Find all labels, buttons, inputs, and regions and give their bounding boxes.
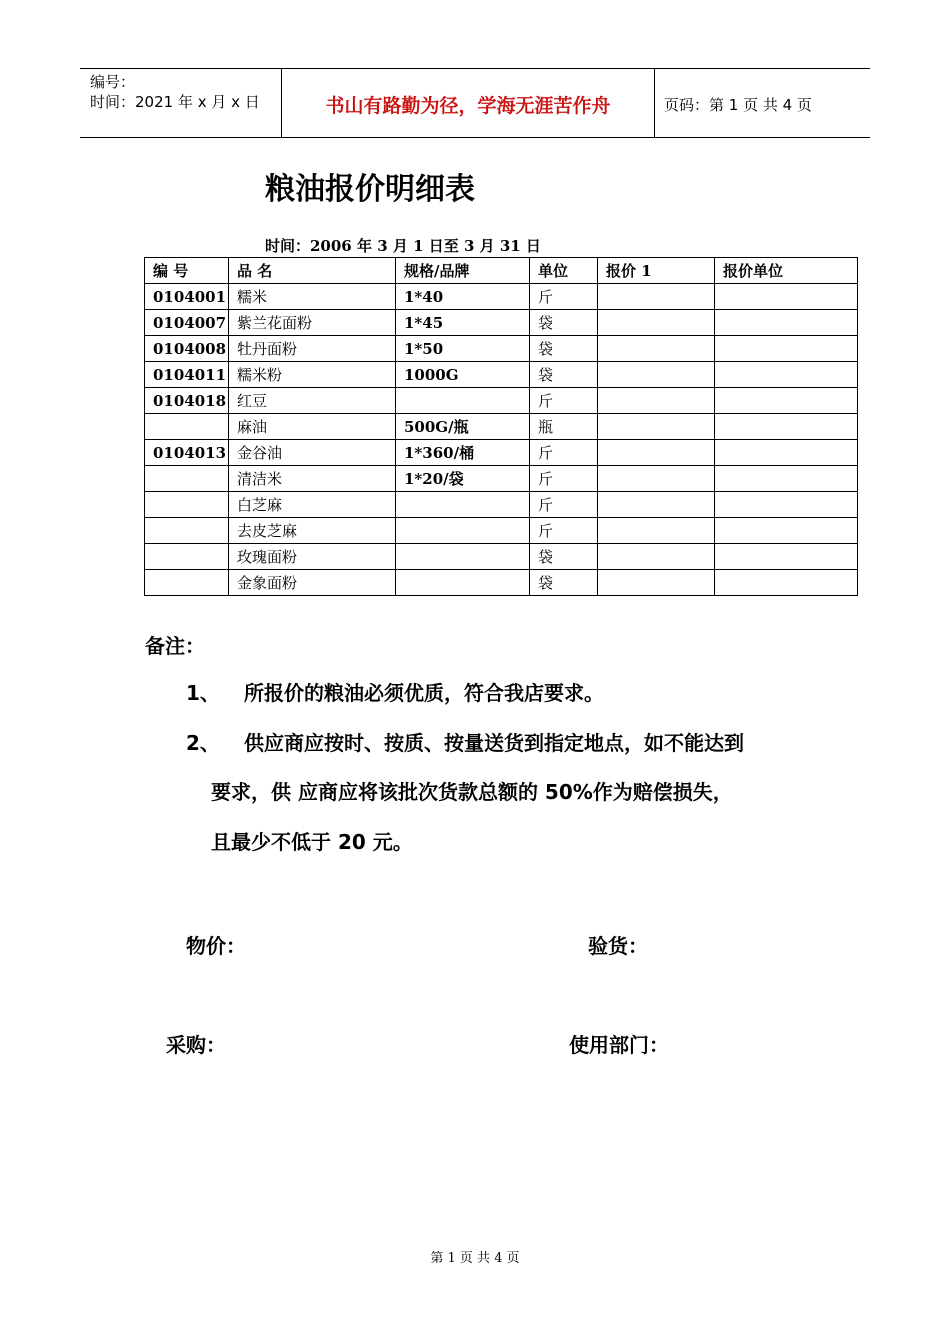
signature-department: 使用部门： [569, 1033, 669, 1057]
note-2-line-3: 且最少不低于 20 元。 [211, 830, 413, 854]
cell-quote-unit [715, 570, 858, 596]
cell-spec [396, 492, 530, 518]
cell-code [145, 414, 229, 440]
cell-code [145, 466, 229, 492]
cell-price [598, 362, 715, 388]
table-row [145, 336, 858, 362]
cell-name: 金谷油 [229, 440, 396, 466]
cell-price [598, 336, 715, 362]
note-2-number: 2、 [186, 731, 220, 755]
cell-price [598, 440, 715, 466]
cell-name: 清洁米 [229, 466, 396, 492]
cell-spec: 1*45 [396, 310, 530, 336]
cell-name: 去皮芝麻 [229, 518, 396, 544]
cell-name: 糯米 [229, 284, 396, 310]
cell-price [598, 466, 715, 492]
cell-code [145, 570, 229, 596]
cell-code: 0104013 [145, 440, 229, 466]
note-2-line-2: 要求，供 应商应将该批次货款总额的 50%作为赔偿损失， [211, 780, 733, 804]
cell-spec: 1*40 [396, 284, 530, 310]
page-footer: 第 1 页 共 4 页 [430, 1251, 520, 1266]
cell-name: 糯米粉 [229, 362, 396, 388]
cell-code: 0104007 [145, 310, 229, 336]
table-row [145, 388, 858, 414]
header-number: 编号： [90, 73, 136, 91]
cell-unit: 袋 [530, 544, 598, 570]
cell-spec [396, 388, 530, 414]
cell-spec: 500G/瓶 [396, 414, 530, 440]
page-title: 粮油报价明细表 [265, 172, 475, 207]
header-meta [90, 72, 260, 112]
header-date: 时间：2021 年 x 月 x 日 [90, 93, 260, 111]
header-cell-quote-unit: 报价单位 [715, 258, 858, 284]
header-cell-name: 品 名 [229, 258, 396, 284]
note-2-line-1: 供应商应按时、按质、按量送货到指定地点，如不能达到 [244, 731, 744, 755]
table-row [145, 544, 858, 570]
cell-code [145, 544, 229, 570]
signature-purchase: 采购： [166, 1033, 226, 1057]
cell-unit: 斤 [530, 440, 598, 466]
table-row [145, 570, 858, 596]
table-row [145, 310, 858, 336]
header-divider [654, 69, 655, 137]
cell-code: 0104001 [145, 284, 229, 310]
table-row [145, 440, 858, 466]
cell-code [145, 518, 229, 544]
cell-quote-unit [715, 336, 858, 362]
cell-price [598, 284, 715, 310]
cell-quote-unit [715, 466, 858, 492]
document-header [80, 68, 870, 138]
cell-unit: 斤 [530, 388, 598, 414]
table-row [145, 466, 858, 492]
cell-name: 玫瑰面粉 [229, 544, 396, 570]
cell-name: 白芝麻 [229, 492, 396, 518]
cell-price [598, 544, 715, 570]
table-row [145, 492, 858, 518]
price-table [144, 257, 858, 596]
cell-spec [396, 570, 530, 596]
cell-unit: 袋 [530, 570, 598, 596]
cell-quote-unit [715, 388, 858, 414]
header-cell-price: 报价 1 [598, 258, 715, 284]
header-cell-code: 编 号 [145, 258, 229, 284]
table-row [145, 362, 858, 388]
signature-price: 物价： [186, 934, 246, 958]
cell-unit: 斤 [530, 518, 598, 544]
header-page-info: 页码：第 1 页 共 4 页 [664, 96, 812, 114]
cell-quote-unit [715, 310, 858, 336]
cell-code: 0104008 [145, 336, 229, 362]
cell-name: 红豆 [229, 388, 396, 414]
cell-quote-unit [715, 544, 858, 570]
cell-unit: 袋 [530, 310, 598, 336]
header-cell-spec: 规格/品牌 [396, 258, 530, 284]
cell-quote-unit [715, 414, 858, 440]
cell-spec: 1000G [396, 362, 530, 388]
cell-code: 0104018 [145, 388, 229, 414]
date-range: 时间：2006 年 3 月 1 日至 3 月 31 日 [265, 237, 541, 255]
cell-name: 麻油 [229, 414, 396, 440]
note-1-number: 1、 [186, 681, 220, 705]
table-header-row [145, 258, 858, 284]
cell-quote-unit [715, 440, 858, 466]
cell-price [598, 414, 715, 440]
table-row [145, 518, 858, 544]
cell-quote-unit [715, 492, 858, 518]
cell-unit: 斤 [530, 492, 598, 518]
cell-name: 牡丹面粉 [229, 336, 396, 362]
signature-inspection: 验货： [588, 934, 648, 958]
cell-name: 金象面粉 [229, 570, 396, 596]
cell-quote-unit [715, 518, 858, 544]
header-cell-unit: 单位 [530, 258, 598, 284]
table-row [145, 414, 858, 440]
cell-unit: 瓶 [530, 414, 598, 440]
cell-spec [396, 544, 530, 570]
cell-price [598, 388, 715, 414]
cell-unit: 袋 [530, 362, 598, 388]
cell-spec: 1*360/桶 [396, 440, 530, 466]
table-row [145, 284, 858, 310]
cell-spec: 1*20/袋 [396, 466, 530, 492]
cell-spec: 1*50 [396, 336, 530, 362]
header-motto: 书山有路勤为径，学海无涯苦作舟 [325, 95, 611, 117]
notes-title: 备注： [145, 634, 205, 658]
cell-code: 0104011 [145, 362, 229, 388]
cell-code [145, 492, 229, 518]
cell-unit: 斤 [530, 466, 598, 492]
cell-quote-unit [715, 362, 858, 388]
cell-price [598, 492, 715, 518]
cell-price [598, 310, 715, 336]
cell-unit: 斤 [530, 284, 598, 310]
cell-unit: 袋 [530, 336, 598, 362]
cell-quote-unit [715, 284, 858, 310]
cell-price [598, 518, 715, 544]
cell-price [598, 570, 715, 596]
note-1-text: 所报价的粮油必须优质，符合我店要求。 [244, 681, 604, 705]
cell-name: 紫兰花面粉 [229, 310, 396, 336]
cell-spec [396, 518, 530, 544]
